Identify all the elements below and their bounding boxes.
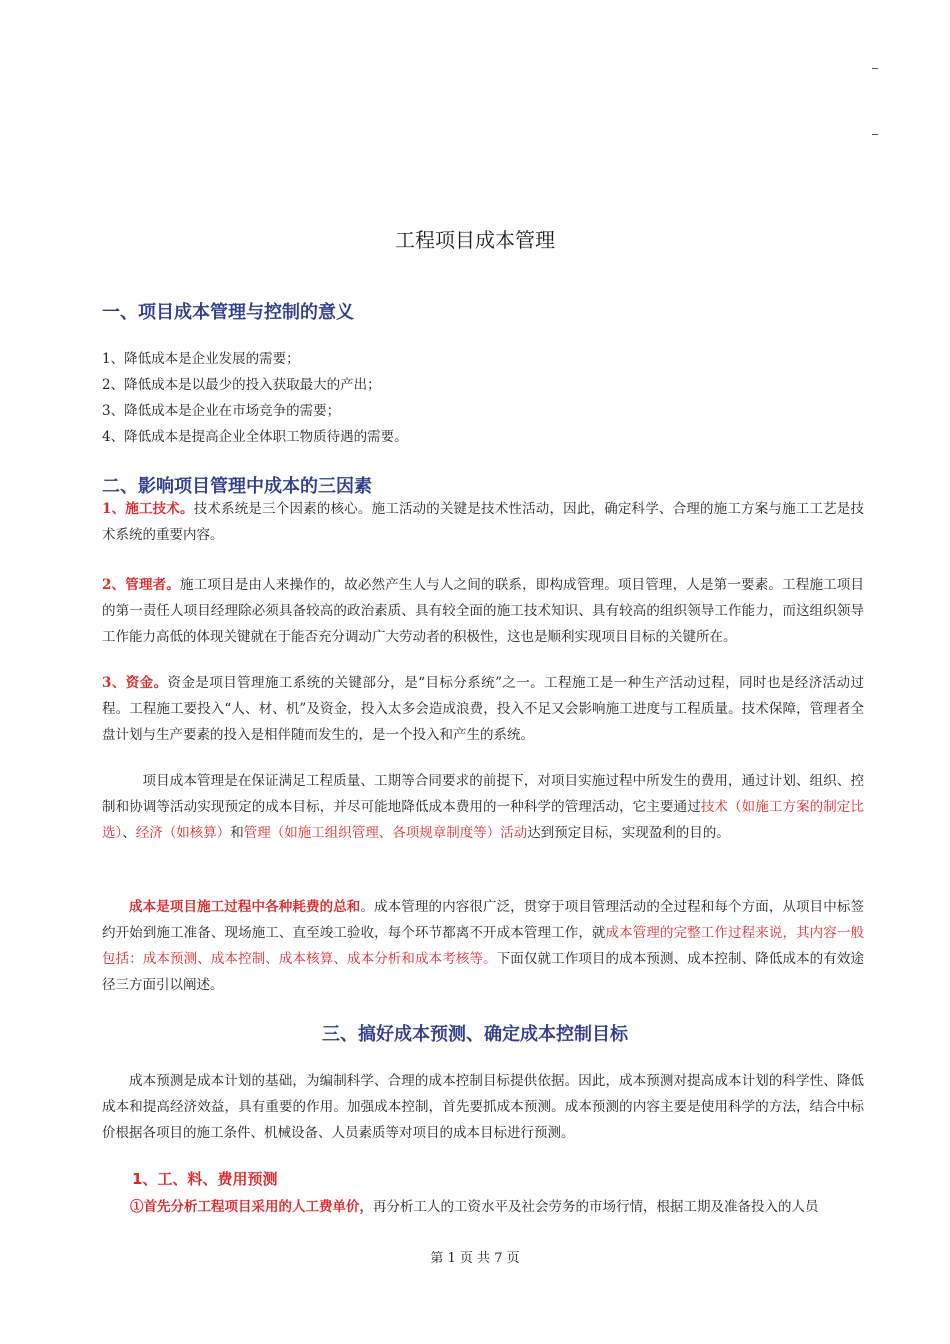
paragraph-technology <box>102 496 864 548</box>
paragraph-manager <box>102 572 864 650</box>
header-mark <box>872 134 878 135</box>
list-item: 2、降低成本是以最少的投入获取最大的产出； <box>102 377 381 393</box>
subsection-heading: 1、工、料、费用预测 <box>132 1170 278 1188</box>
highlight-management: 管理（如施工组织管理、各项规章制度等）活动 <box>243 825 528 841</box>
page-footer: 第 1 页 共 7 页 <box>430 1251 520 1266</box>
paragraph-text: 技术系统是三个因素的核心。施工活动的关键是技术性活动，因此，确定科学、合理的施工方案与施工工艺是技术系统的重要内容。 <box>102 501 864 543</box>
highlight-economy: 经济（如核算） <box>135 825 231 841</box>
highlight-labor-price: ①首先分析工程项目采用的人工费单价， <box>130 1199 373 1215</box>
section-heading-1: 一、项目成本管理与控制的意义 <box>102 302 354 323</box>
highlight-cost-process: 成本管理的完整工作过程来说，其内容一般包括：成本预测、成本控制、成本核算、成本分析和成本考核等。 <box>102 925 865 967</box>
significance-list <box>102 346 408 450</box>
paragraph-label: 2、管理者。 <box>102 577 180 593</box>
paragraph-cost-forecast: 成本预测是成本计划的基础，为编制科学、合理的成本控制目标提供依据。因此，成本预测对提高成本计划的科学性、降低成本和提高经济效益，具有重要的作用。加强成本控制，首先要抓成本预测。成本预测的内容主要是使用科学的方法，结合中标价根据各项目的施工条件、机械设备、人员素质等对项目的成本目标进行预测。 <box>102 1073 864 1141</box>
list-item: 3、降低成本是企业在市场竞争的需要； <box>102 403 341 419</box>
paragraph-label: 1、施工技术。 <box>102 501 194 517</box>
paragraph-capital <box>102 670 864 748</box>
highlight-cost-definition: 成本是项目施工过程中各种耗费的总和 <box>129 899 361 915</box>
list-item: 1、降低成本是企业发展的需要； <box>102 351 300 367</box>
section-heading-3: 三、搞好成本预测、确定成本控制目标 <box>322 1024 628 1045</box>
paragraph-cost-definition: 成本是项目施工过程中各种耗费的总和。成本管理的内容很广泛，贯穿于项目管理活动的全过程和每个方面，从项目中标签约开始到施工准备、现场施工、直至竣工验收，每个环节都离不开成本管理工作，就成本管理的完整工作过程来说，其内容一般包括：成本预测、成本控制、成本核算、成本分析和成本考核等。下面仅就工作项目的成本预测、成本控制、降低成本的有效途径三方面引以阐述。 <box>102 899 865 993</box>
paragraph-label: 3、资金。 <box>102 675 168 691</box>
section-heading-2: 二、影响项目管理中成本的三因素 <box>102 476 372 497</box>
paragraph-text: 资金是项目管理施工系统的关键部分，是“目标分系统”之一。工程施工是一种生产活动过程，同时也是经济活动过程。工程施工要投入“人、材、机”及资金，投入太多会造成浪费，投入不足又会影响施工进度与工程质量。技术保障，管理者全盘计划与生产要素的投入是相伴随而发生的，是一个投入和产生的系统。 <box>102 675 864 743</box>
paragraph-cost-management: 项目成本管理是在保证满足工程质量、工期等合同要求的前提下，对项目实施过程中所发生的费用，通过计划、组织、控制和协调等活动实现预定的成本目标，并尽可能地降低成本费用的一种科学的管理活动，它主要通过技术（如施工方案的制定比选）、经济（如核算）和管理（如施工组织管理、各项规章制度等）活动达到预定目标，实现盈利的目的。 <box>102 773 865 841</box>
paragraph-text: 施工项目是由人来操作的，故必然产生人与人之间的联系，即构成管理。项目管理，人是第一要素。工程施工项目的第一责任人项目经理除必须具备较高的政治素质、具有较全面的施工技术知识、具有较高的组织领导工作能力，而这组织领导工作能力高低的体现关键就在于能否充分调动广大劳动者的积极性，这也是顺利实现项目目标的关键所在。 <box>102 577 864 645</box>
highlight-technology: 技术（如施工方案的制定比选） <box>102 799 865 841</box>
document-title: 工程项目成本管理 <box>395 228 555 252</box>
header-mark <box>872 68 878 69</box>
paragraph-labor-forecast: ①首先分析工程项目采用的人工费单价，再分析工人的工资水平及社会劳务的市场行情，根据工期及准备投入的人员 <box>130 1199 819 1215</box>
list-item: 4、降低成本是提高企业全体职工物质待遇的需要。 <box>102 429 408 445</box>
